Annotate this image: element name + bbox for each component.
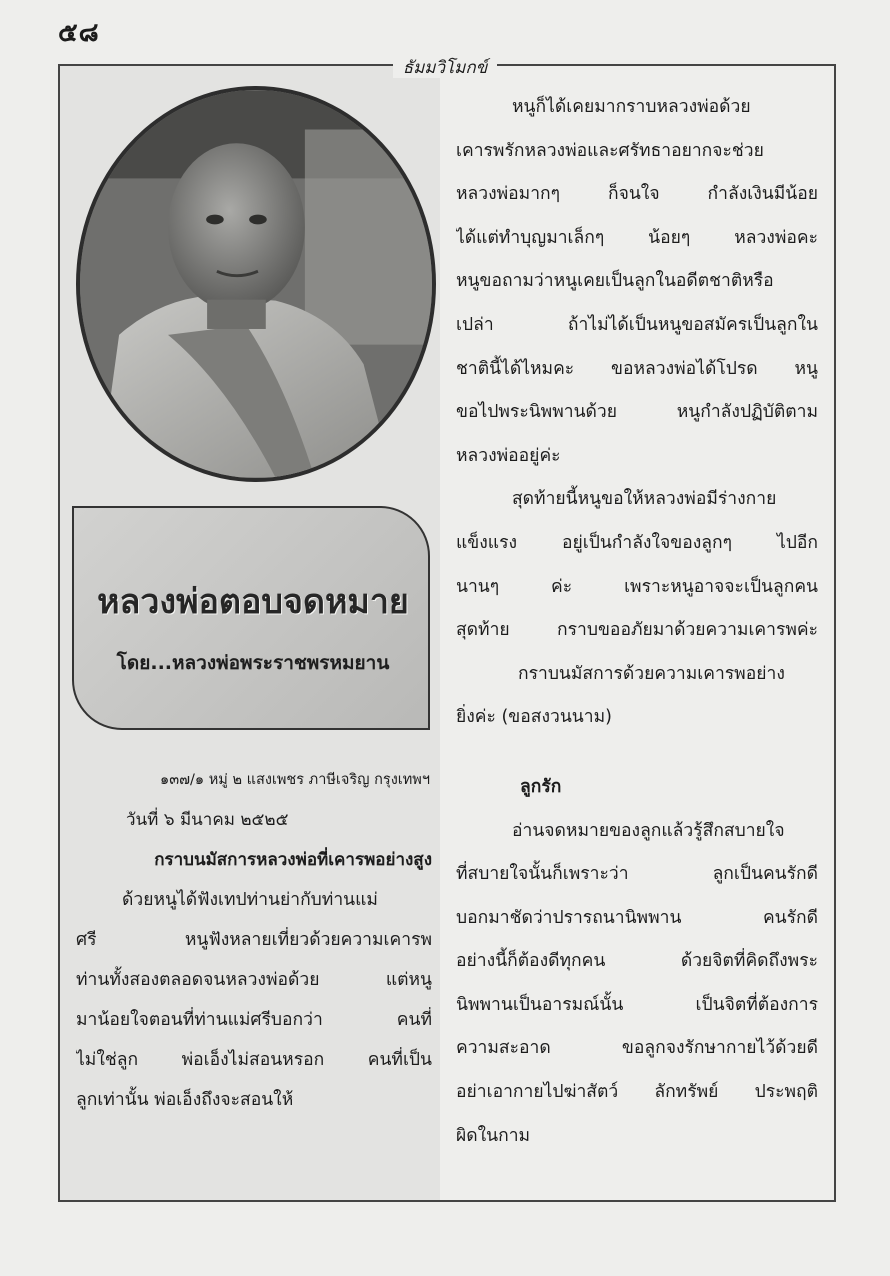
page-number: ๕๘: [58, 18, 100, 48]
reply-line: ผิดในกาม: [456, 1125, 531, 1146]
letter-line: ด้วยหนูได้ฟังเทปท่านย่ากับท่านแม่: [122, 890, 378, 910]
letter-line: หลวงพ่อมากๆ ก็จนใจ กำลังเงินมีน้อย: [456, 184, 818, 205]
reply-line: นิพพานเป็นอารมณ์นั้น เป็นจิตที่ต้องการ: [456, 994, 818, 1015]
letter-signature: ยิ่งค่ะ (ขอสงวนนาม): [456, 707, 612, 728]
letter-address: ๑๓๗/๑ หมู่ ๒ แสงเพชร ภาษีเจริญ กรุงเทพฯ: [160, 772, 430, 788]
reply-heading: ลูกรัก: [520, 776, 562, 797]
reply-line: ที่สบายใจนั้นก็เพราะว่า ลูกเป็นคนรักดี: [456, 864, 818, 885]
monk-portrait-photo: [76, 86, 436, 482]
letter-line: สุดท้าย กราบขออภัยมาด้วยความเคารพค่ะ: [456, 620, 818, 641]
running-header-text: ธัมมวิโมกข์: [393, 58, 498, 78]
article-byline: โดย...หลวงพ่อพระราชพรหมยาน: [116, 652, 390, 674]
letter-line: หลวงพ่ออยู่ค่ะ: [456, 445, 561, 466]
letter-line: ศรี หนูฟังหลายเที่ยวด้วยความเคารพ: [76, 930, 432, 950]
letter-line: แข็งแรง อยู่เป็นกำลังใจของลูกๆ ไปอีก: [456, 532, 818, 553]
reply-line: ความสะอาด ขอลูกจงรักษากายไว้ด้วยดี: [456, 1038, 818, 1059]
letter-line: ได้แต่ทำบุญมาเล็กๆ น้อยๆ หลวงพ่อคะ: [456, 227, 818, 248]
letter-line: ท่านทั้งสองตลอดจนหลวงพ่อด้วย แต่หนู: [76, 970, 432, 990]
letter-line: หนูก็ได้เคยมากราบหลวงพ่อด้วย: [512, 97, 751, 117]
right-column: [456, 86, 818, 1158]
letter-line: เคารพรักหลวงพ่อและศรัทธาอยากจะช่วย: [456, 140, 764, 161]
letter-line: สุดท้ายนี้หนูขอให้หลวงพ่อมีร่างกาย: [512, 489, 777, 510]
letter-line: ชาตินี้ได้ไหมคะ ขอหลวงพ่อได้โปรด หนู: [456, 358, 818, 379]
running-header: [0, 54, 890, 81]
monk-portrait-illustration: [80, 90, 432, 478]
letter-closing: กราบนมัสการด้วยความเคารพอย่าง: [518, 663, 785, 684]
letter-line: มาน้อยใจตอนที่ท่านแม่ศรีบอกว่า คนที่: [76, 1010, 432, 1030]
letter-line: หนูขอถามว่าหนูเคยเป็นลูกในอดีตชาติหรือ: [456, 271, 774, 292]
reply-line: อย่างนี้ก็ต้องดีทุกคน ด้วยจิตที่คิดถึงพระ: [456, 951, 818, 972]
letter-line: ไม่ใช่ลูก พ่อเอ็งไม่สอนหรอก คนที่เป็น: [76, 1050, 432, 1070]
letter-date: วันที่ ๖ มีนาคม ๒๕๒๕: [126, 810, 289, 830]
reply-line: อ่านจดหมายของลูกแล้วรู้สึกสบายใจ: [512, 820, 785, 841]
article-title-box: [72, 506, 430, 730]
reply-line: บอกมาชัดว่าปรารถนานิพพาน คนรักดี: [456, 907, 818, 928]
reply-line: อย่าเอากายไปฆ่าสัตว์ ลักทรัพย์ ประพฤติ: [456, 1082, 818, 1103]
article-title: หลวงพ่อตอบจดหมาย: [97, 582, 409, 622]
letter-salutation: กราบนมัสการหลวงพ่อที่เคารพอย่างสูง: [154, 850, 432, 870]
letter-line: นานๆ ค่ะ เพราะหนูอาจจะเป็นลูกคน: [456, 576, 818, 597]
letter-line: ลูกเท่านั้น พ่อเอ็งถึงจะสอนให้: [76, 1090, 294, 1110]
letter-line: เปล่า ถ้าไม่ได้เป็นหนูขอสมัครเป็นลูกใน: [456, 314, 818, 335]
spacer: [456, 740, 818, 766]
letter-left-column: [76, 760, 432, 1120]
letter-line: ขอไปพระนิพพานด้วย หนูกำลังปฏิบัติตาม: [456, 402, 818, 423]
